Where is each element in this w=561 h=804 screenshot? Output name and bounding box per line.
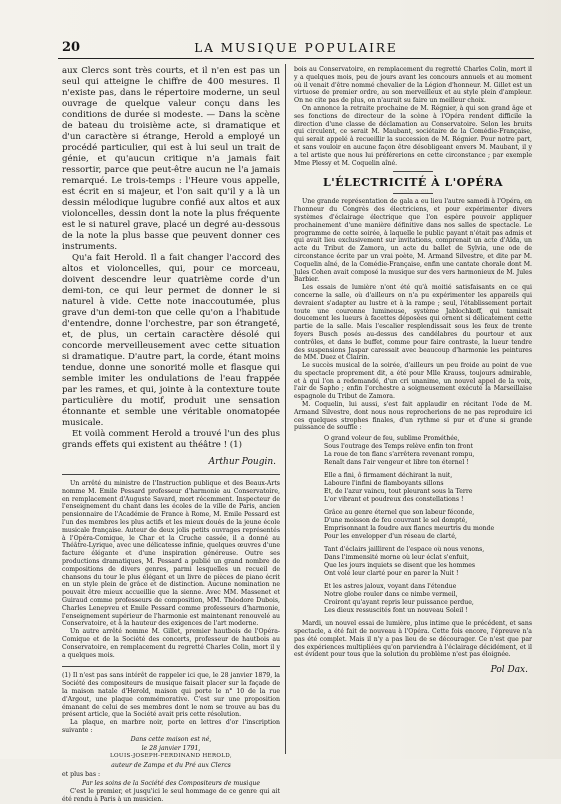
footnote-separator (62, 666, 280, 667)
news-paragraph: Un arrêté du ministre de l'Instruction publique et des Beaux-Arts nomme M. Emile Pessard professeur d'harmonie au Conservatoire, en remplacement d'Auguste Savard, mort récemment. Inspecteur de l'enseignement du chant dans les écoles de la ville de Paris, ancien pensionnaire de l'Académie de France à Rome, M. Emile Pessard est l'un des membres les plus actifs et les mieux doués de la jeune école musicale française. Auteur de deux jolis petits ouvrages représentés à l'Opéra-Comique, le Char et la Cruche cassée, il a donné au Théâtre-Lyrique, avec une délicatesse infinie, quelques œuvres d'une facture élégante et d'une inspiration généreuse. Outre ses productions dramatiques, M. Pessard a publié un grand nombre de compositions de divers genres, parmi lesquelles un recueil de chansons du tour le plus élégant et un livre de pièces de piano écrit en un style plein de grâce et de distinction. Aucune nomination ne pouvait être mieux accueillie que la sienne. Avec MM. Massenet et Guiraud comme professeurs de composition, MM. Théodore Dubois, Charles Lenepveu et Emile Pessard comme professeurs d'harmonie, l'enseignement supérieur de l'harmonie est maintenant renouvelé au Conservatoire, et à la hauteur des exigences de l'art moderne. (62, 480, 281, 628)
poem-line: Et les astres jaloux, voyant dans l'étendue (324, 583, 457, 591)
article-signature: Arthur Pougin. (208, 457, 276, 467)
article-paragraph: aux Clercs sont très courts, et il n'en est pas un seul qui atteigne le chiffre de 400 mesures. Il n'existe pas, dans le répertoire moderne, un seul ouvrage de quelque valeur conçu dans les conditions de durée si modeste. — Dans la scène de bateau du troisième acte, si dramatique et d'un caractère si étrange, Herold a employé un procédé particulier, qui est à lui seul un trait de génie, et qu'aucun critique n'a jamais fait ressortir, parce que peut-être aucun ne l'a jamais remarqué. Le trois-temps : l'Heure vous appelle, est écrit en si majeur, et l'on sait qu'il y a là un dessin mélodique lugubre confié aux altos et aux violoncelles, dessin dont la note la plus fréquente est le si naturel grave, placé un degré au-dessous de la note la plus basse que peuvent donner ces instruments. (62, 66, 280, 252)
inscription-line: et plus bas : (62, 770, 101, 778)
poem-line: Que les jours inquiets se disent que les hommes (324, 562, 476, 570)
page-number: 20 (62, 40, 81, 55)
poem-stanza (324, 509, 532, 541)
section-signature: Pol Dax. (490, 665, 528, 676)
separator (62, 474, 280, 475)
poem-stanza (324, 546, 532, 578)
short-separator (393, 171, 433, 172)
footnote-end: C'est le premier, et jusqu'ici le seul hommage de ce genre qui ait été rendu à Paris à un musicien. (62, 788, 280, 804)
section-body (294, 198, 532, 432)
poem-line: Renaît dans l'air vengeur et libre ton éternel ! (324, 459, 469, 467)
running-title: LA MUSIQUE POPULAIRE (194, 41, 398, 55)
section-paragraph: Les essais de lumière n'ont été qu'à moitié satisfaisants en ce qui concerne la salle, où d'ailleurs on n'a pu expérimenter les appareils qui devraient s'adapter au lustre et à la rampe ; seul, l'établissement portait toute une couronne lumineuse, système Jablochkoff, qui tamisait doucement les lueurs à facettes déposées qui ornent si délicatement cette partie de la salle. Mais l'escalier resplendissait sous les feux de trente foyers Busch posés au-dessus des candélabres du pourtour et aux contrôles, et dans le buffet, comme pour faire contraste, la lueur tendre des suspensions Jaspar caressait avec beaucoup d'harmonie les peintures de MM. Duez et Clairin. (294, 284, 532, 362)
inscription-line: Dans cette maison est né, (130, 735, 212, 743)
footnote-plaque: La plaque, en marbre noir, porte en lettres d'or l'inscription suivante : (62, 719, 280, 734)
inscription-line: LOUIS-JOSEPH-FERDINAND HEROLD, (110, 753, 232, 760)
page-header (58, 40, 534, 58)
inscription-line: Par les soins de la Société des Compositeurs de musique (81, 779, 261, 787)
poem-line: Les dieux ressuscités font un nouveau Soleil ! (324, 607, 468, 615)
closing-block (294, 620, 532, 659)
section-paragraph: M. Coquelin, lui aussi, s'est fait applaudir en récitant l'ode de M. Armand Silvestre, dont nous nous reprocherions de ne pas reproduire ici ces quelques strophes finales, d'un rythme si pur et d'une si grande puissance de souffle : (294, 401, 532, 432)
header-rule (58, 58, 534, 59)
footnote (62, 672, 280, 804)
poem-line: D'une moisson de feu couvrant le sol dompté, (324, 517, 468, 525)
poem-line: Sous l'outrage des Temps relève enfin ton front (324, 443, 473, 451)
article-paragraph: Qu'a fait Herold. Il a fait changer l'accord des altos et violoncelles, qui, pour ce morceau, doivent descendre leur quatrième corde d'un demi-ton, ce qui leur permet de donner le si naturel à vide. Cette note inaccoutumée, plus grave d'un demi-ton que celle qu'on a l'habitude d'entendre, donne l'orchestre, par son étrangeté, et, de plus, un certain caractère désolé qui concorde merveilleusement avec cette situation si dramatique. D'autre part, la corde, étant moins tendue, donne une sonorité molle et flasque qui semble imiter les ondulations de l'eau frappée par les rames, et qui, jointe à la contexture toute particulière du motif, produit une sensation étonnante et semble une véritable onomatopée musicale. (62, 253, 280, 428)
news-block (62, 480, 280, 659)
news-continuation (294, 66, 532, 167)
poem-line: Grâce au genre éternel que son labeur féconde, (324, 509, 475, 517)
poem-line: La roue de ton flanc s'arrêtera revenant rompu, (324, 451, 475, 459)
poem-stanza (324, 472, 532, 504)
poem-line: Tant d'éclairs jaillirent de l'espace où nous venons, (324, 546, 485, 554)
poem-line: Pour les envelopper d'un réseau de clarté, (324, 533, 457, 541)
section-paragraph: Une grande représentation de gala a eu lieu l'autre samedi à l'Opéra, en l'honneur du Congrès des électriciens, et pour expérimenter divers systèmes d'éclairage électrique que l'on espère pouvoir appliquer prochainement d'une manière définitive dans nos salles de spectacle. Le programme de cette soirée, à laquelle le public payant n'était pas admis et qui avait lieu exclusivement sur invitations, comprenait un acte d'Aïda, un acte du Tribut de Zamora, un acte du ballet de Sylvia, une ode de circonstance écrite par un vrai poète, M. Armand Silvestre, et dite par M. Coquelin aîné, de la Comédie-Française, enfin une cantate chorale dont M. Jules Cohen avait composé la musique sur des vers harmonieux de M. Jules Barbier. (294, 198, 532, 284)
poem-stanza (324, 435, 532, 467)
inscription-line: le 28 janvier 1791, (141, 744, 201, 752)
section-paragraph: Le succès musical de la soirée, d'ailleurs un peu froide au point de vue du spectacle proprement dit, a été pour Mlle Krauss, toujours admirable, et à qui l'on a redemandé, d'un cri unanime, un nouvel appel de la voix, l'air de Sapho ; enfin l'orchestre a soigneusement exécuté la Marseillaise espagnole du Tribut de Zamora. (294, 362, 532, 401)
poem-line: Et, de l'azur vaincu, tout pleurant sous la Terre (324, 488, 473, 496)
footnote-intro: (1) Il n'est pas sans intérêt de rappeler ici que, le 28 janvier 1879, la Société des compositeurs de musique faisait placer sur la façade de la maison natale d'Herold, maison qui porte le n° 10 de la rue d'Argout, une plaque commémorative. C'est sur une proposition émanant de celui de ses membres dont le nom se trouve au bas du présent article, que la Société avait pris cette résolution. (62, 672, 280, 719)
poem-stanza (324, 583, 532, 615)
poem-line: Notre globe rouler dans ce nimbe vermeil, (324, 591, 458, 599)
right-column (294, 66, 532, 675)
poem-line: O grand voleur de feu, sublime Prométhée, (324, 435, 460, 443)
poem-line: Ont volé leur clarté pour en parer la Nuit ! (324, 570, 459, 578)
closing-paragraph: Mardi, un nouvel essai de lumière, plus intime que le précédent, et sans spectacle, a été fait de nouveau à l'Opéra. Cette fois encore, l'épreuve n'a pas été complet. Mais il n'y a pas lieu de se décourager. Ce n'est que par des expériences multipliées qu'on parviendra à l'éclairage décidément, et il est évident pour tous que la solution du problème n'est pas éloignée. (294, 620, 532, 659)
poem-line: Emprisonnant la foudre aux flancs meurtris du monde (324, 525, 495, 533)
section-title: L'ÉLECTRICITÉ À L'OPÉRA (322, 176, 503, 190)
poem-line: Croiront qu'ayant repris leur puissance perdue, (324, 599, 474, 607)
poem-line: Dans l'immensité morne où leur éclat s'enfuit, (324, 554, 469, 562)
poem-line: L'or vibrant et poudreux des constellations ! (324, 496, 464, 504)
news-paragraph: On annonce la retraite prochaine de M. Régnier, à qui son grand âge et ses fonctions de directeur de la scène à l'Opéra rendent difficile la direction d'une classe de déclamation au Conservatoire. Selon les bruits qui circulent, ce serait M. Maubant, sociétaire de la Comédie-Française, qui serait appelé à recueillir la succession de M. Régnier. Pour notre part, et sans vouloir en aucune façon être désobligeant envers M. Maubant, il y a tel artiste que nous lui préférerions en cette circonstance ; par exemple Mme Plessy et M. Coquelin aîné. (294, 104, 532, 167)
column-divider (285, 64, 286, 754)
news-paragraph: bois au Conservatoire, en remplacement du regretté Charles Colin, mort il y a quelques mois, peu de jours avant les concours annuels et au moment où il venait d'être nommé chevalier de la Légion d'honneur. M. Gillet est un virtuose de premier ordre, au son merveilleux et au style plein d'ampleur. On ne cite pas de plus, on n'aurait su faire un meilleur choix. (294, 66, 532, 105)
article-paragraph: Et voilà comment Herold a trouvé l'un des plus grands effets qui existent au théâtre ! (1) (62, 429, 280, 450)
short-separator (393, 193, 433, 194)
inscription-line: auteur de Zampa et du Pré aux Clercs (111, 762, 231, 770)
article-body (62, 66, 280, 451)
poem-line: Laboure l'infini de flamboyants sillons (324, 480, 444, 488)
poem (294, 435, 532, 615)
left-column (62, 66, 280, 804)
poem-line: Elle a fini, ô firmament déchirant la nuit, (324, 472, 453, 480)
news-paragraph: Un autre arrêté nomme M. Gillet, premier hautbois de l'Opéra-Comique et de la Société des concerts, professeur de hautbois au Conservatoire, en remplacement du regretté Charles Colin, mort il y a quelques mois. (62, 628, 280, 659)
